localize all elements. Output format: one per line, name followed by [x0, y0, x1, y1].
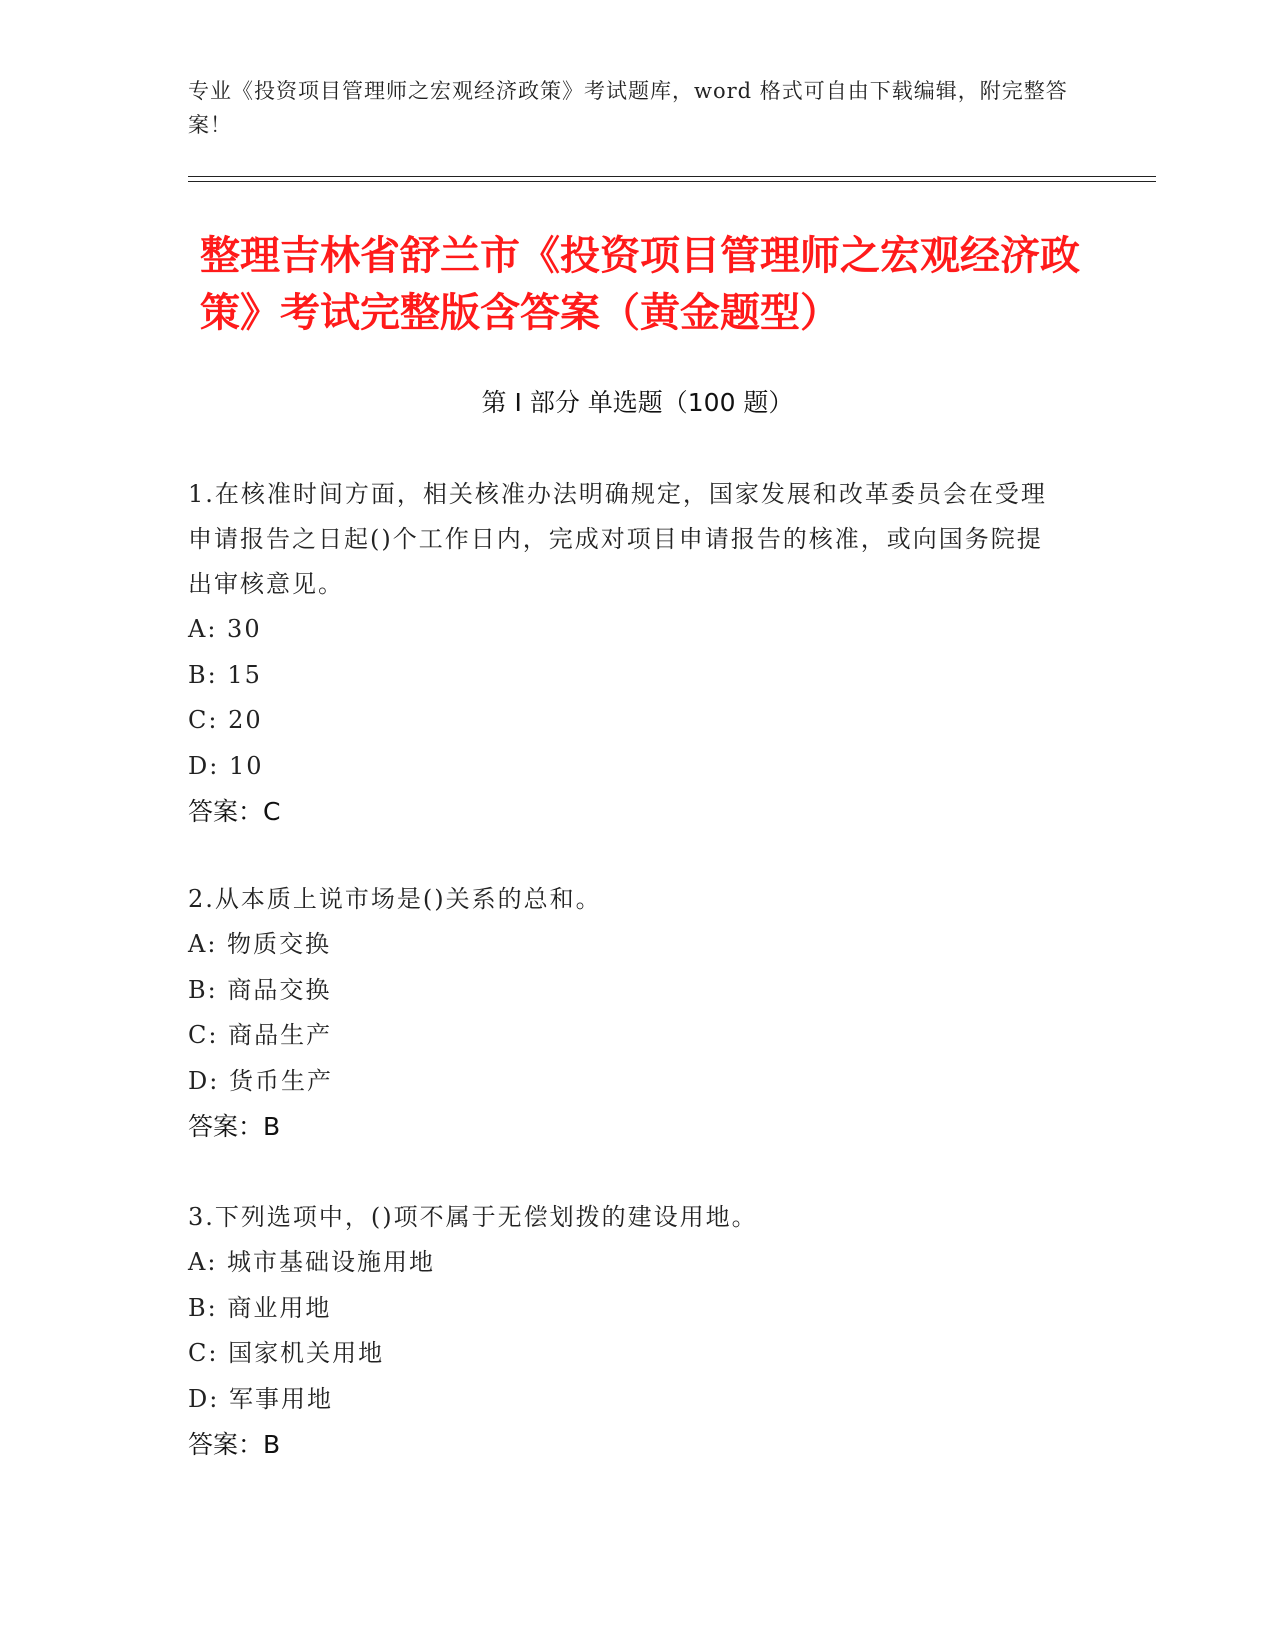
- option-a: A: 30: [188, 615, 262, 643]
- option-b: B: 15: [188, 660, 262, 689]
- section-heading: 第 I 部分 单选题（100 题）: [481, 388, 794, 417]
- document-title: 整理吉林省舒兰市《投资项目管理师之宏观经济政策》考试完整版含答案（黄金题型）: [200, 233, 1080, 336]
- option-c: C: 20: [188, 706, 263, 734]
- question-stem: 2.从本质上说市场是()关系的总和。: [188, 885, 602, 913]
- option-c: C: 商品生产: [188, 1021, 333, 1049]
- option-d: D: 10: [188, 751, 264, 780]
- option-b: B: 商品交换: [188, 975, 332, 1004]
- answer: 答案：B: [188, 1112, 281, 1141]
- header-note: 专业《投资项目管理师之宏观经济政策》考试题库，word 格式可自由下载编辑，附完整答案！: [188, 79, 1068, 137]
- question-3: [188, 1195, 1068, 1468]
- option-d: D: 军事用地: [188, 1384, 333, 1413]
- option-c: C: 国家机关用地: [188, 1339, 385, 1367]
- option-d: D: 货币生产: [188, 1066, 333, 1095]
- question-2: [188, 877, 1068, 1150]
- option-a: A: 城市基础设施用地: [188, 1248, 436, 1276]
- header-divider-top: [188, 176, 1156, 177]
- question-stem: 3.下列选项中，()项不属于无偿划拨的建设用地。: [188, 1203, 758, 1231]
- answer: 答案：C: [188, 797, 281, 826]
- answer: 答案：B: [188, 1430, 281, 1459]
- header-divider-bottom: [188, 181, 1156, 182]
- option-a: A: 物质交换: [188, 930, 332, 958]
- question-1: [188, 472, 1068, 835]
- option-b: B: 商业用地: [188, 1293, 332, 1322]
- question-stem: 1.在核准时间方面，相关核准办法明确规定，国家发展和改革委员会在受理申请报告之日起()个工作日内，完成对项目申请报告的核准，或向国务院提出审核意见。: [188, 480, 1047, 598]
